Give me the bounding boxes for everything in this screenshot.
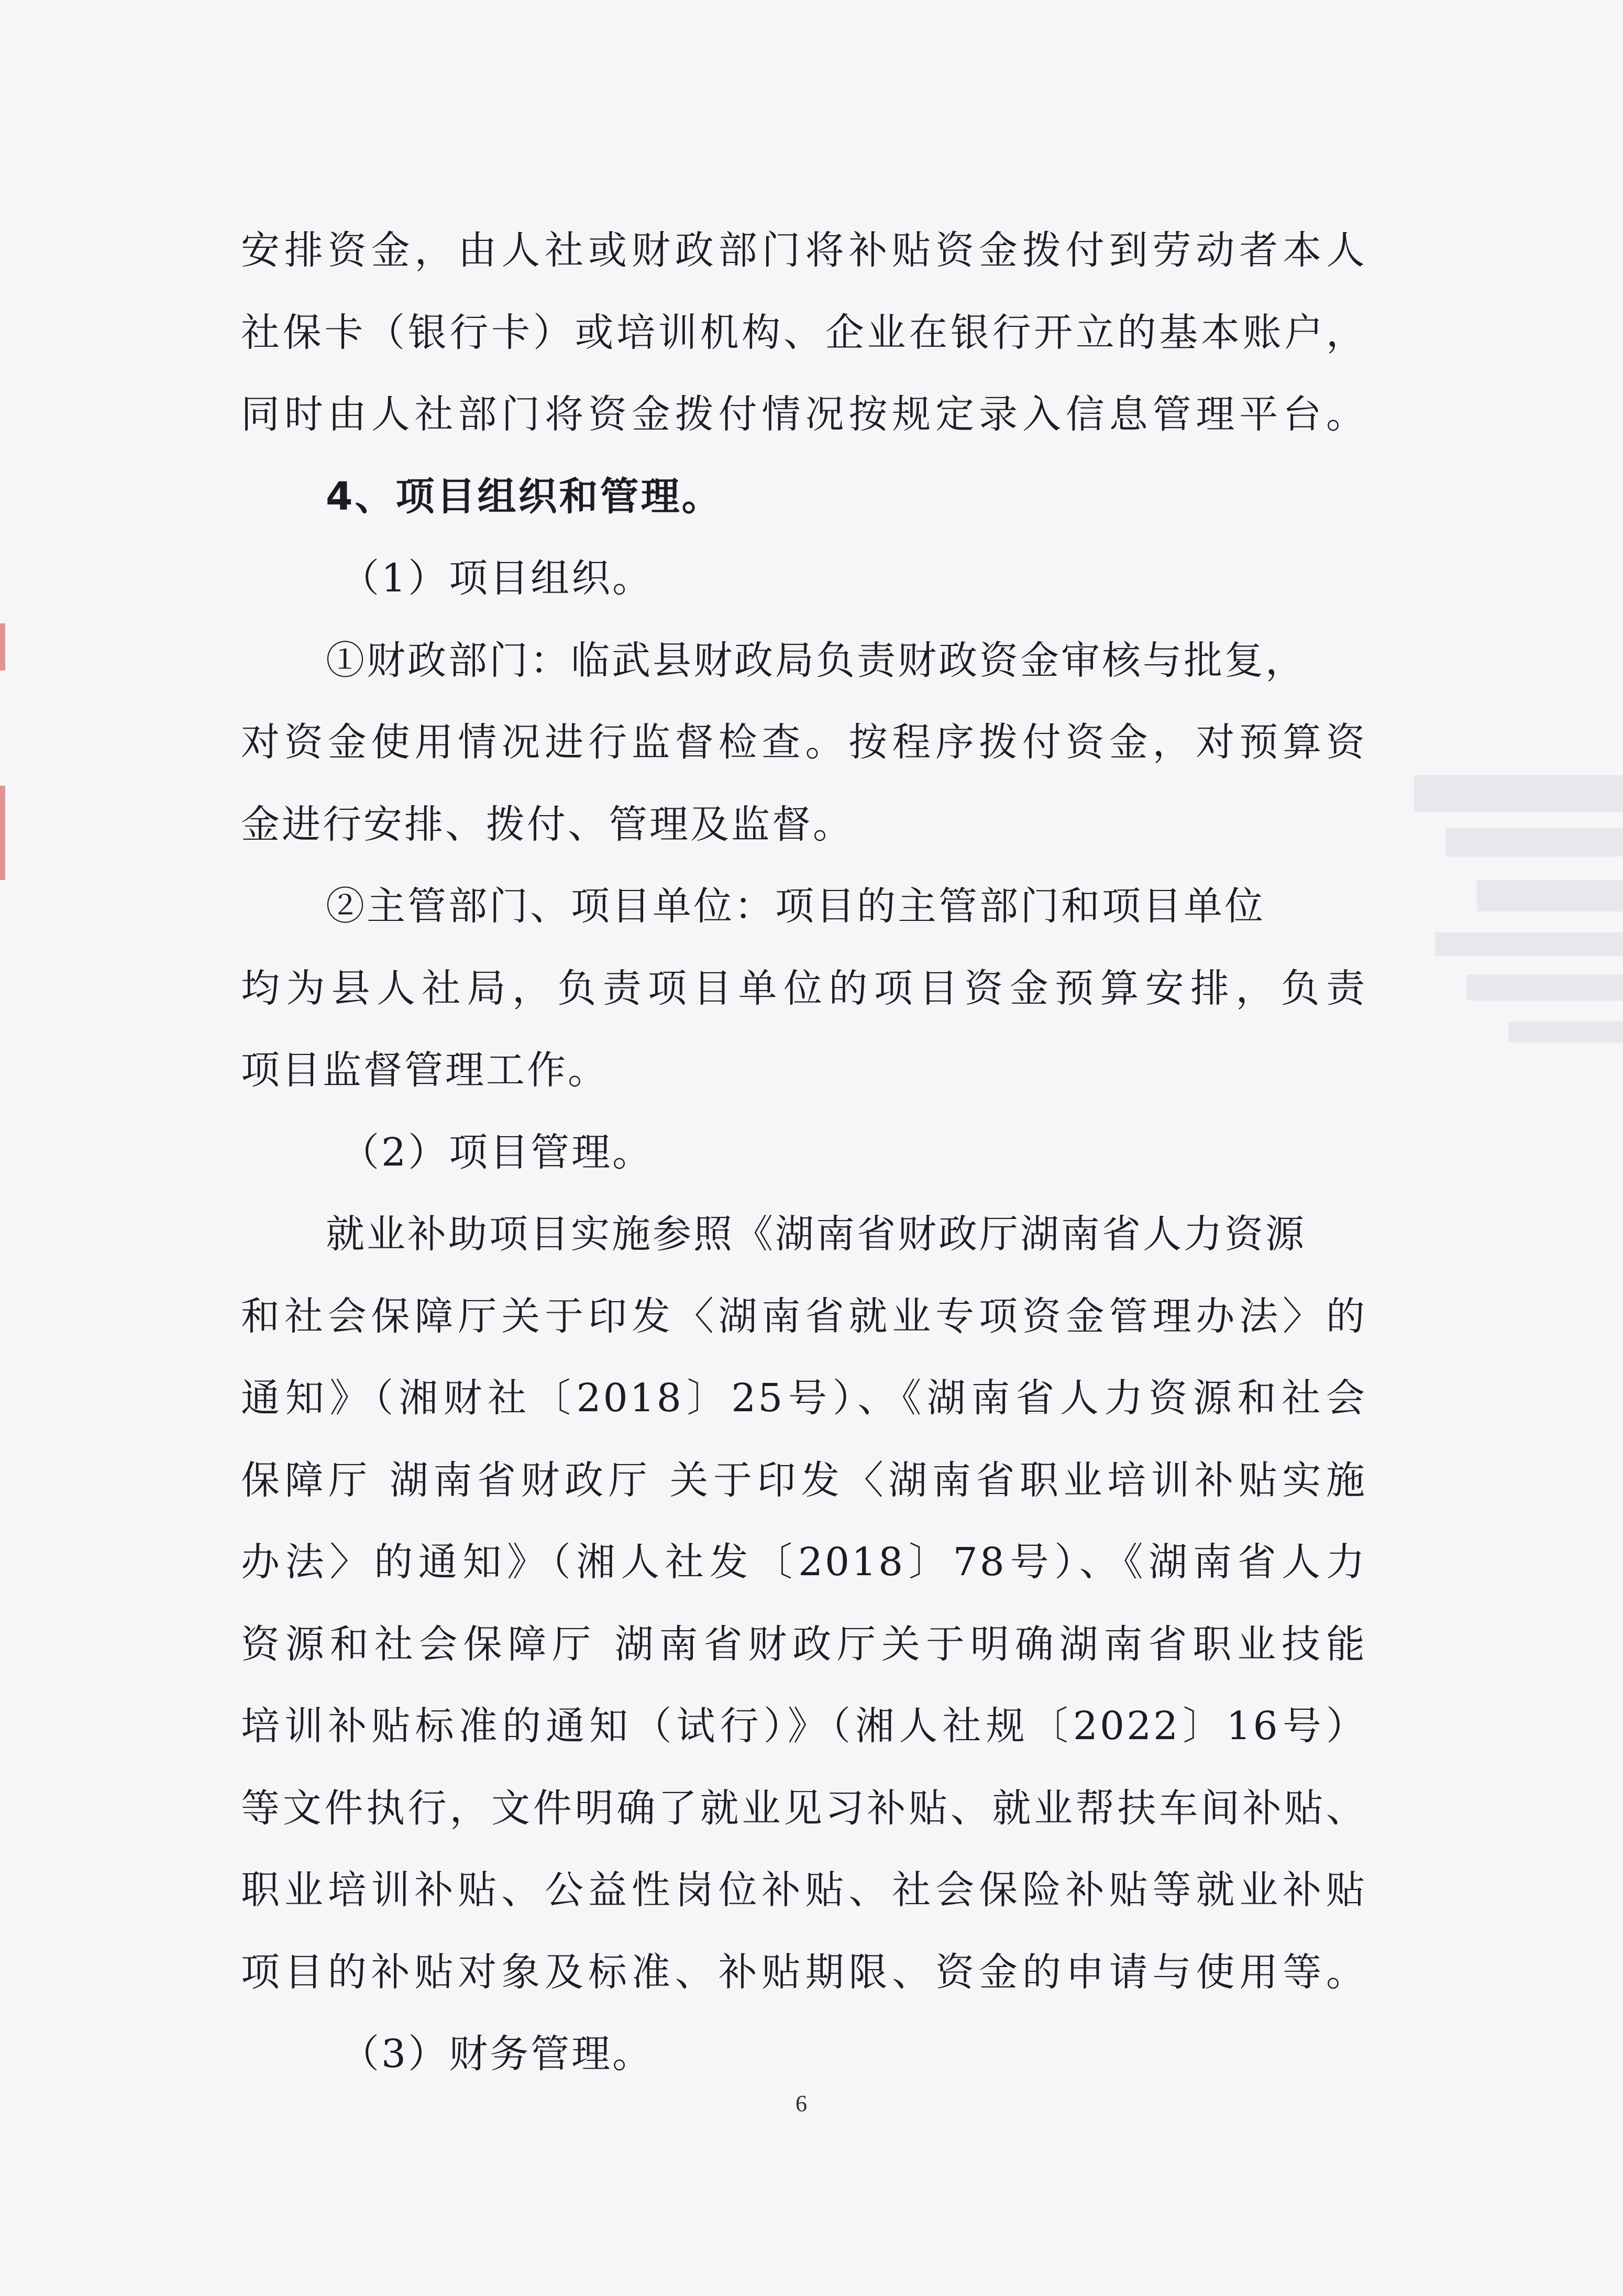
show-through-mark [1414,775,1623,812]
seal-edge-mark [0,786,5,880]
text-line: 项目的补贴对象及标准、补贴期限、资金的申请与使用等。 [241,1949,1367,1995]
document-body [241,210,1367,2095]
text-line: 等文件执行，文件明确了就业见习补贴、就业帮扶车间补贴、 [241,1785,1367,1831]
text-line: 资源和社会保障厅 湖南省财政厅关于明确湖南省职业技能 [241,1621,1367,1667]
text-line: 同时由人社部门将资金拨付情况按规定录入信息管理平台。 [241,392,1367,437]
text-line: 安排资金，由人社或财政部门将补贴资金拨付到劳动者本人 [241,228,1367,273]
text-line: 项目监督管理工作。 [241,1048,609,1093]
subsection-heading: （1）项目组织。 [340,556,654,601]
show-through-mark [1508,1021,1623,1042]
text-line: 职业培训补贴、公益性岗位补贴、社会保险补贴等就业补贴 [241,1867,1367,1913]
subsection-heading: （3）财务管理。 [340,2031,654,2077]
text-line: 办法〉的通知》（湘人社发〔2018〕78号）、《湖南省人力 [241,1540,1367,1585]
text-line: ①财政部门：临武县财政局负责财政资金审核与批复， [326,638,1306,683]
show-through-mark [1445,828,1623,856]
text-line: 通知》（湘财社〔2018〕25号）、《湖南省人力资源和社会 [241,1376,1367,1421]
text-line: 培训补贴标准的通知（试行）》（湘人社规〔2022〕16号） [241,1704,1367,1749]
section-heading: 4、项目组织和管理。 [326,474,723,519]
subsection-heading: （2）项目管理。 [340,1129,654,1175]
show-through-mark [1466,974,1623,1001]
seal-edge-mark [0,623,5,671]
show-through-mark [1435,932,1623,956]
text-line: 社保卡（银行卡）或培训机构、企业在银行开立的基本账户， [241,310,1367,355]
text-line: 均为县人社局，负责项目单位的项目资金预算安排，负责 [241,965,1367,1011]
text-line: 金进行安排、拨付、管理及监督。 [241,801,854,847]
text-line: 对资金使用情况进行监督检查。按程序拨付资金，对预算资 [241,720,1367,765]
text-line: ②主管部门、项目单位：项目的主管部门和项目单位 [326,884,1265,929]
text-line: 和社会保障厅关于印发〈湖南省就业专项资金管理办法〉的 [241,1293,1367,1339]
text-line: 保障厅 湖南省财政厅 关于印发〈湖南省职业培训补贴实施 [241,1457,1367,1503]
text-line: 就业补助项目实施参照《湖南省财政厅湖南省人力资源 [326,1212,1306,1257]
page-number: 6 [796,2091,807,2116]
show-through-mark [1477,880,1623,911]
